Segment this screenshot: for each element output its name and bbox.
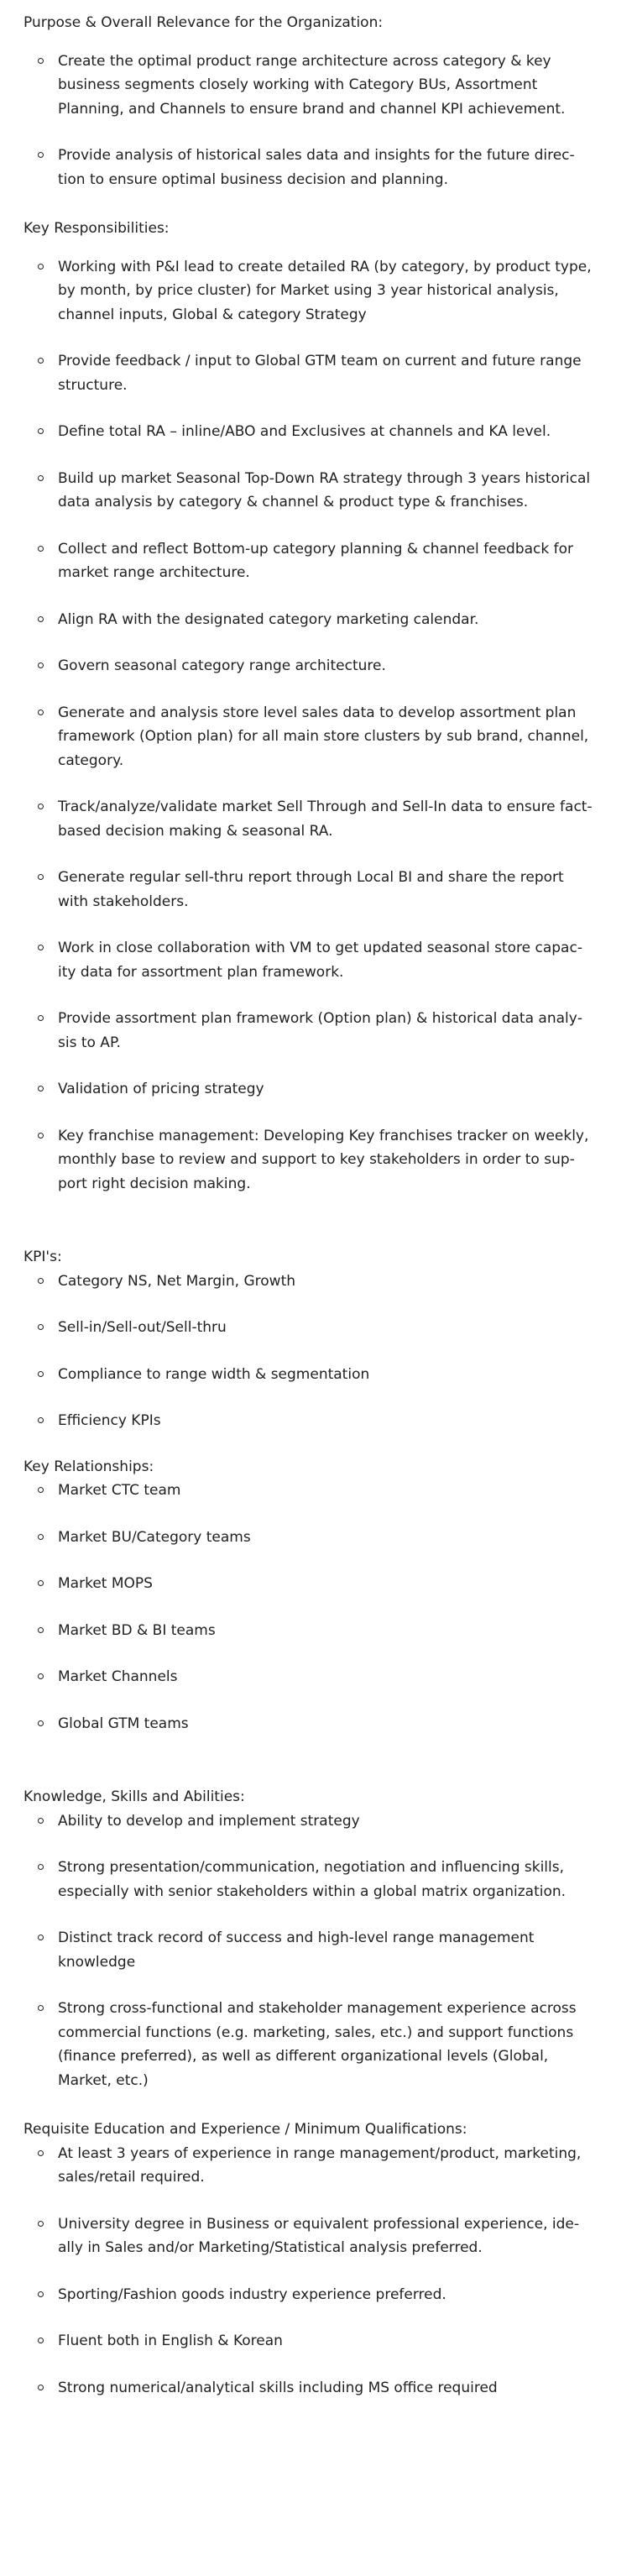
list-item: Strong presentation/communication, negotiation and influencing skills, especially with senior stakeholders within a global matrix organization.: [58, 1856, 614, 1903]
list-item: Global GTM teams: [58, 1712, 614, 1736]
list-item: Sell-in/Sell-out/Sell-thru: [58, 1316, 614, 1340]
section-heading: Knowledge, Skills and Abilities:: [23, 1788, 245, 1805]
list-item: Track/analyze/validate market Sell Through and Sell-In data to ensure fact-based decision making & seasonal RA.: [58, 795, 614, 843]
purpose-section: [23, 11, 614, 191]
list-item: Provide analysis of historical sales data and insights for the future direction to ensure optimal business decision and planning.: [58, 144, 614, 191]
list-item: Market BD & BI teams: [58, 1619, 614, 1643]
list-item: Category NS, Net Margin, Growth: [58, 1270, 614, 1294]
list-item: University degree in Business or equivalent professional experience, ideally in Sales and/or Marketing/Statistical analysis preferred.: [58, 2212, 614, 2260]
skills-list: [23, 1809, 614, 2093]
requirements-list: [23, 2142, 614, 2401]
section-heading: Key Relationships:: [23, 1458, 154, 1475]
list-item: Generate regular sell-thru report through Local BI and share the report with stakeholders.: [58, 866, 614, 914]
kpis-list: [23, 1270, 614, 1433]
section-heading: Requisite Education and Experience / Minimum Qualifications:: [23, 2121, 467, 2138]
list-item: Strong cross-functional and stakeholder management experience across commercial functions (e.g. marketing, sales, etc.) and support functions (finance preferred), as well as different organizational levels (Global, Market, etc.): [58, 1997, 614, 2092]
relationships-section: [23, 1455, 614, 1736]
list-item: Govern seasonal category range architecture.: [58, 654, 614, 678]
requirements-section: [23, 2118, 614, 2400]
list-item: Create the optimal product range architecture across category & key business segments closely working with Category BUs, Assortment Planning, and Channels to ensure brand and channel KPI achievement.: [58, 50, 614, 122]
section-heading: Purpose & Overall Relevance for the Organization:: [23, 14, 384, 31]
list-item: Compliance to range width & segmentation: [58, 1363, 614, 1387]
list-item: Key franchise management: Developing Key franchises tracker on weekly, monthly base to review and support to key stakeholders in order to support right decision making.: [58, 1124, 614, 1196]
section-heading: Key Responsibilities:: [23, 220, 170, 237]
list-item: Sporting/Fashion goods industry experience preferred.: [58, 2283, 614, 2307]
list-item: Define total RA – inline/ABO and Exclusives at channels and KA level.: [58, 420, 614, 444]
list-item: Provide assortment plan framework (Option plan) & historical data analysis to AP.: [58, 1007, 614, 1055]
section-heading: KPI's:: [23, 1249, 62, 1265]
list-item: Market BU/Category teams: [58, 1526, 614, 1550]
list-item: Market CTC team: [58, 1479, 614, 1503]
list-item: Efficiency KPIs: [58, 1409, 614, 1433]
list-item: Strong numerical/analytical skills including MS office required: [58, 2376, 614, 2401]
list-item: Collect and reflect Bottom-up category planning & channel feedback for market range architecture.: [58, 537, 614, 585]
list-item: At least 3 years of experience in range management/product, marketing, sales/retail required.: [58, 2142, 614, 2190]
kpis-section: [23, 1245, 614, 1433]
list-item: Work in close collaboration with VM to get updated seasonal store capacity data for assortment plan framework.: [58, 936, 614, 984]
list-item: Market MOPS: [58, 1572, 614, 1596]
responsibilities-list: [23, 255, 614, 1196]
list-item: Fluent both in English & Korean: [58, 2329, 614, 2353]
list-item: Provide feedback / input to Global GTM team on current and future range structure.: [58, 349, 614, 397]
list-item: Distinct track record of success and high-level range management knowledge: [58, 1926, 614, 1974]
relationships-list: [23, 1479, 614, 1736]
list-item: Ability to develop and implement strategy: [58, 1809, 614, 1834]
list-item: Market Channels: [58, 1665, 614, 1689]
list-item: Working with P&I lead to create detailed RA (by category, by product type, by month, by price cluster) for Market using 3 year historical analysis, channel inputs, Global & category Strategy: [58, 255, 614, 327]
list-item: Align RA with the designated category marketing calendar.: [58, 608, 614, 632]
responsibilities-section: [23, 217, 614, 1196]
skills-section: [23, 1785, 614, 2092]
purpose-list: [23, 50, 614, 192]
list-item: Build up market Seasonal Top-Down RA strategy through 3 years historical data analysis by category & channel & product type & franchises.: [58, 467, 614, 515]
list-item: Generate and analysis store level sales data to develop assortment plan framework (Option plan) for all main store clusters by sub brand, channel, category.: [58, 701, 614, 773]
list-item: Validation of pricing strategy: [58, 1077, 614, 1102]
